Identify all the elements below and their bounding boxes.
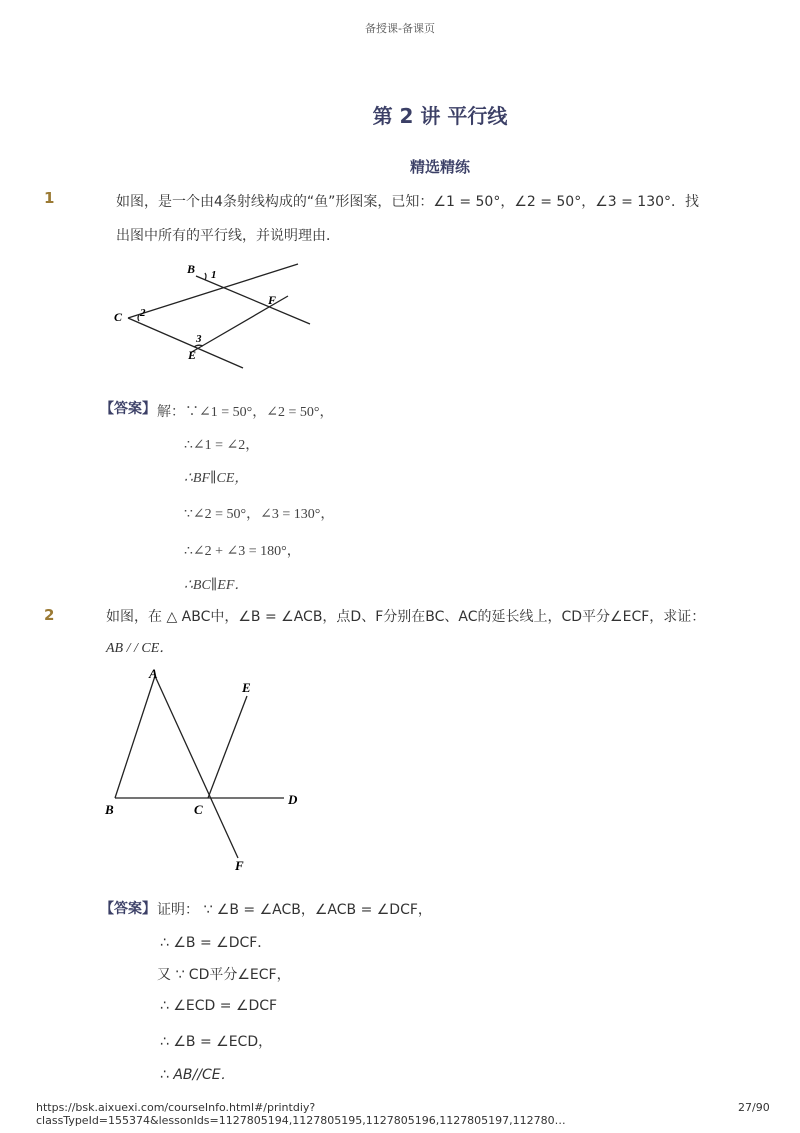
question-2-triangle-figure: [100, 664, 320, 874]
ray-ce: [208, 696, 247, 798]
question-2-text-line1: 如图，在 △ ABC中，∠B = ∠ACB，点D、F分别在BC、AC的延长线上，CD平分∠ECF，求证：: [106, 609, 706, 625]
ray-acf: [155, 676, 238, 858]
label-e: E: [188, 348, 197, 362]
label-angle-2: 2: [140, 307, 146, 319]
ray-ce: [128, 318, 243, 368]
question-2-answer-line1: 证明： ∵ ∠B = ∠ACB，∠ACB = ∠DCF，: [157, 902, 432, 918]
lesson-title: 第 2 讲 平行线: [372, 104, 508, 128]
label-c: C: [114, 310, 123, 324]
question-2-text-line2: AB / / CE．: [106, 641, 174, 656]
question-1-number: 1: [44, 189, 55, 207]
section-title: 精选精练: [409, 158, 470, 176]
question-2-answer-line2: ∴ ∠B = ∠DCF．: [160, 935, 272, 951]
label-d: D: [288, 792, 298, 807]
label-a: A: [149, 666, 158, 681]
question-2-answer-line5: ∴ ∠B = ∠ECD，: [160, 1034, 273, 1050]
label-f2: F: [235, 858, 244, 873]
question-2-answer-label: 【答案】: [100, 901, 156, 917]
angle-2-arc: [138, 315, 139, 321]
question-1-answer-label: 【答案】: [100, 401, 156, 417]
question-2-answer-line4: ∴ ∠ECD = ∠DCF: [160, 998, 278, 1014]
question-2-number: 2: [44, 606, 55, 624]
question-1-answer-line4: ∵∠2 = 50°，∠3 = 130°，: [184, 507, 335, 522]
question-1-answer-line5: ∴∠2 + ∠3 = 180°，: [184, 544, 301, 559]
question-1-answer-line2: ∴∠1 = ∠2，: [184, 438, 260, 453]
footer-url: https://bsk.aixuexi.com/courseInfo.html#/printdiy?classTypeId=155374&lessonIds=1127805194,1127805195,1127805196,1127805197,112780…: [36, 1101, 566, 1127]
angle-1-arc: [205, 273, 206, 280]
question-2-answer-line6: ∴ AB//CE．: [160, 1067, 235, 1083]
label-c2: C: [194, 802, 203, 817]
question-1-answer-line3: ∴BF∥CE，: [184, 471, 249, 486]
label-b: B: [187, 262, 196, 276]
segment-ab: [115, 676, 155, 798]
label-angle-1: 1: [211, 269, 217, 281]
label-f: F: [268, 293, 277, 307]
question-1-answer-line6: ∴BC∥EF．: [184, 578, 249, 593]
page-header: 备授课-备课页: [365, 22, 435, 35]
question-1-text-line2: 出图中所有的平行线，并说明理由．: [116, 228, 340, 244]
label-angle-3: 3: [196, 333, 202, 345]
label-b2: B: [105, 802, 114, 817]
footer-page-number: 27/90: [738, 1101, 770, 1114]
question-1-answer-line1: 解：∵∠1 = 50°，∠2 = 50°，: [157, 405, 334, 420]
label-e2: E: [242, 680, 251, 695]
question-1-fish-figure: [108, 258, 328, 378]
question-2-answer-line3: 又 ∵ CD平分∠ECF，: [157, 967, 291, 983]
question-1-text-line1: 如图，是一个由4条射线构成的“鱼”形图案，已知：∠1 = 50°，∠2 = 50°，∠3 = 130°．找: [116, 194, 700, 210]
